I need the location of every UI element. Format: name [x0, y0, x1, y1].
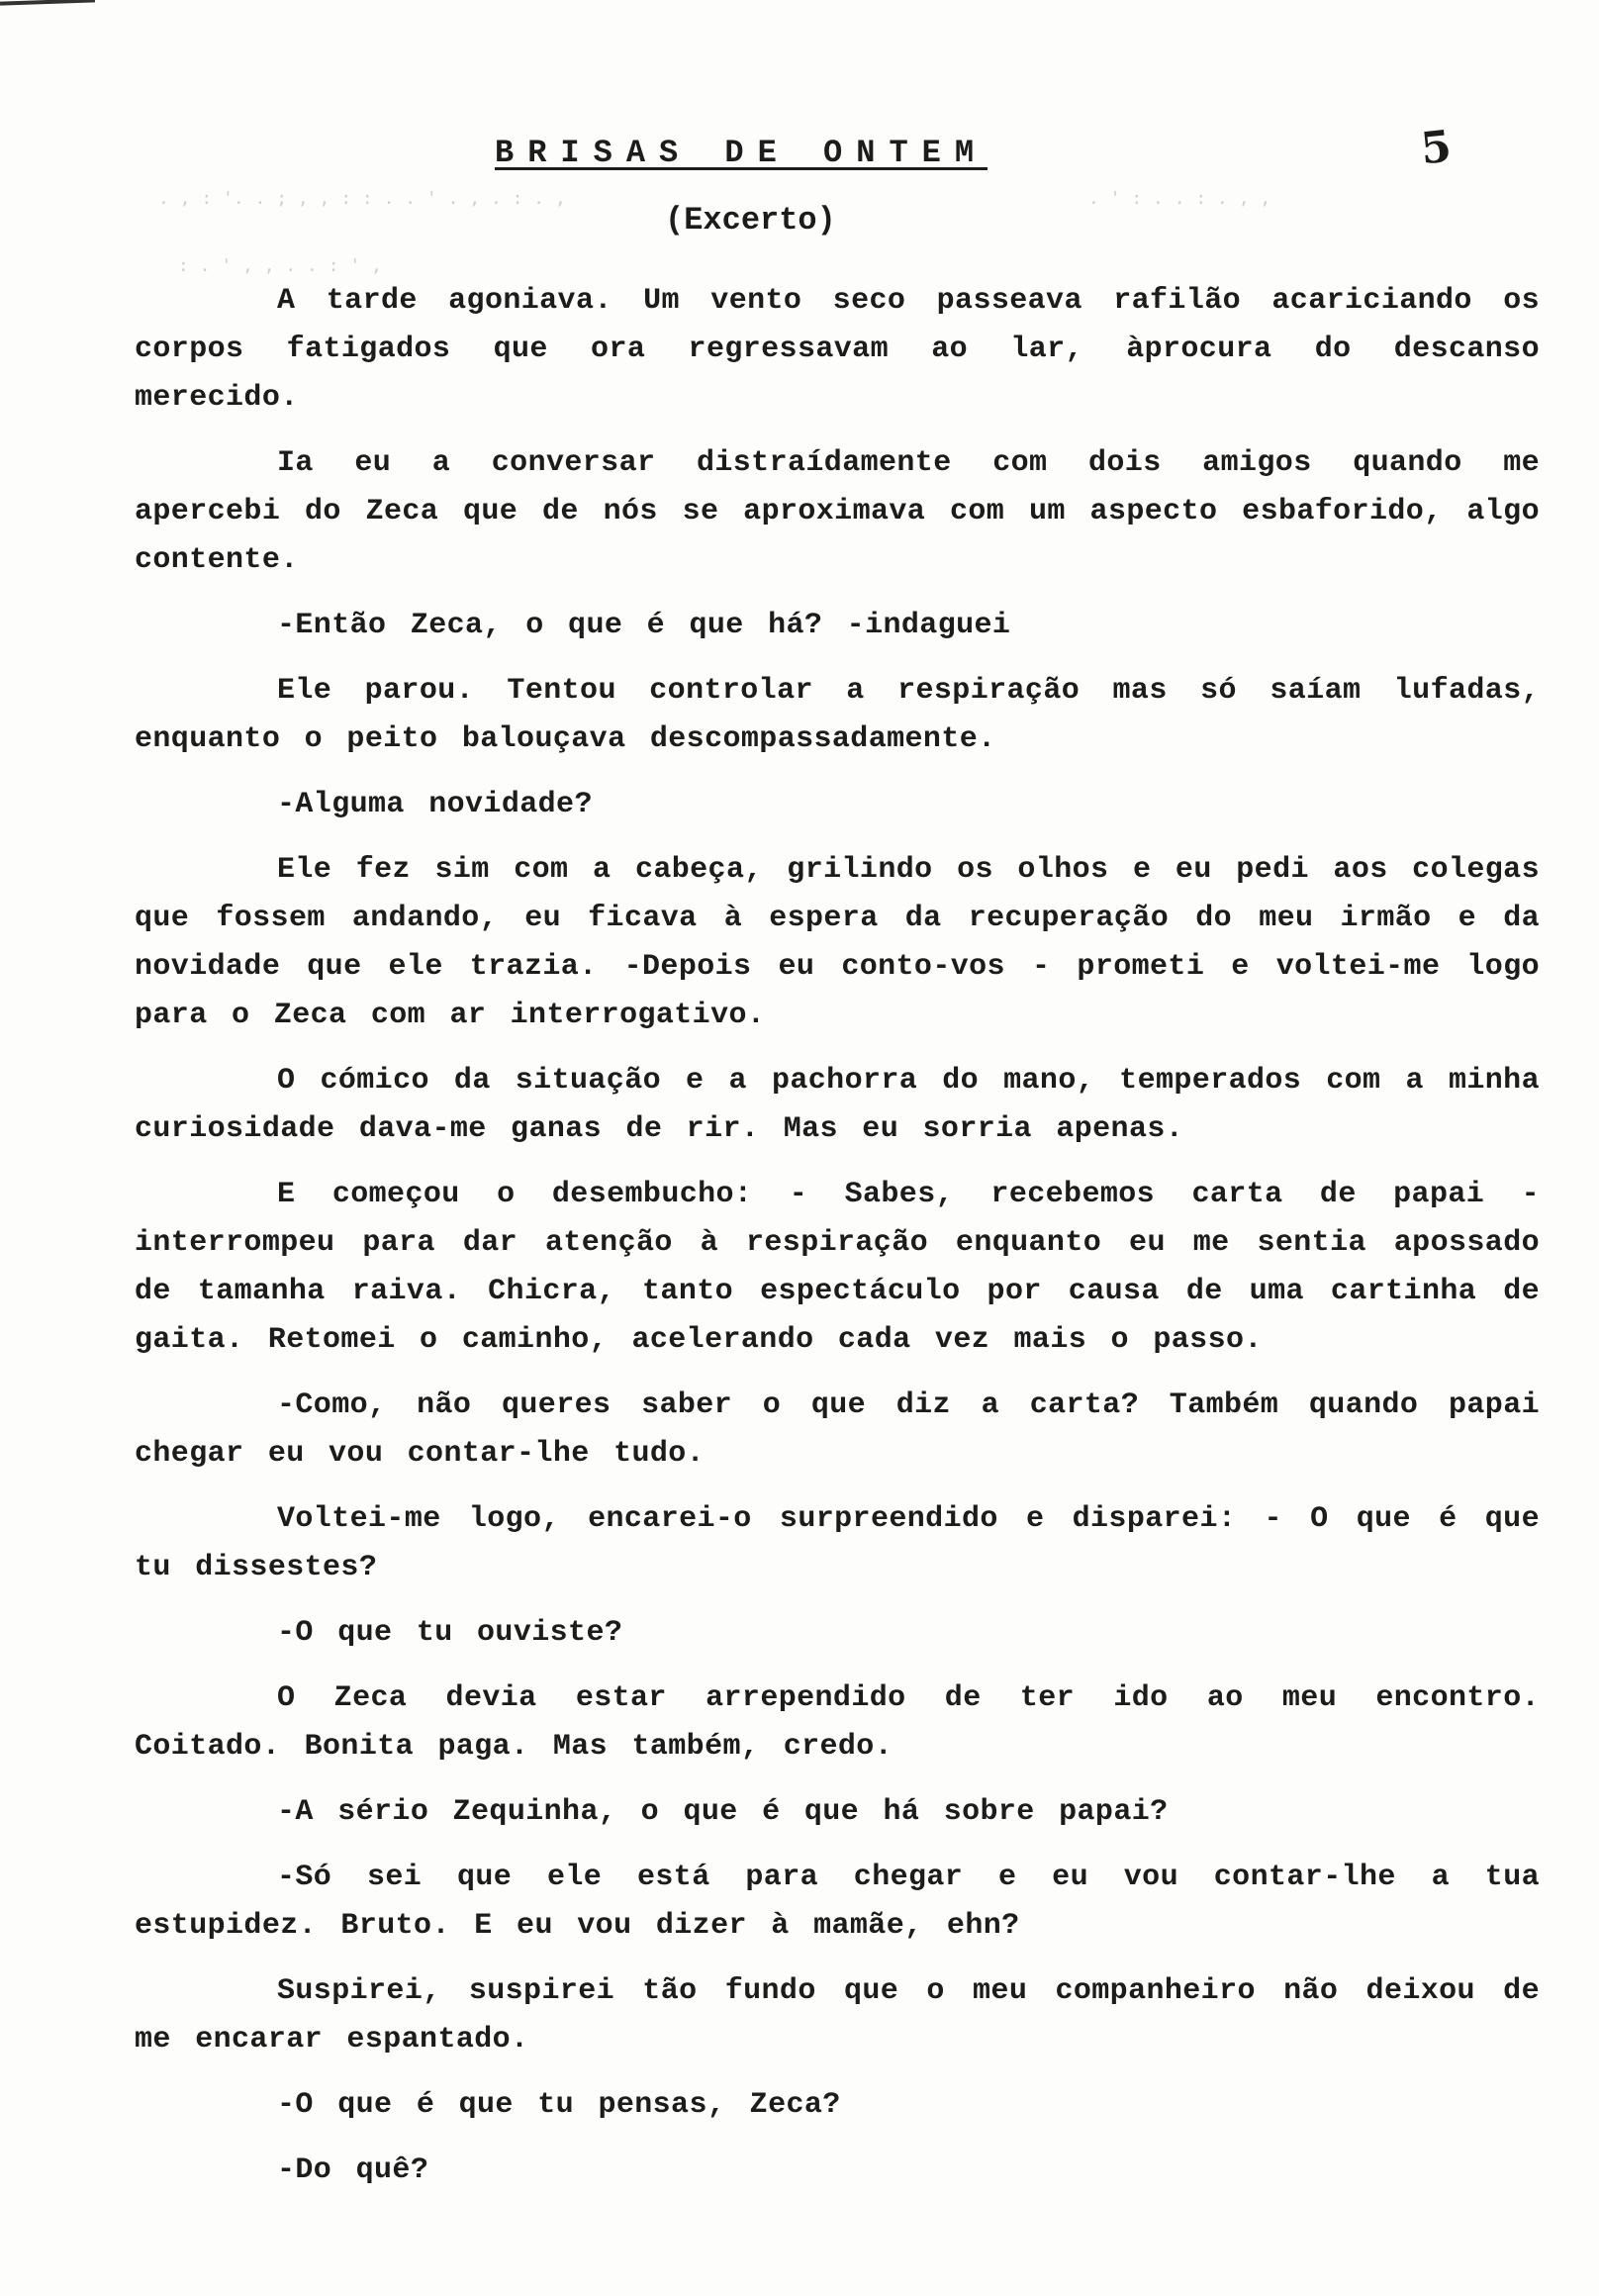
paragraph: -Do quê? [277, 2153, 429, 2187]
document-title: BRISAS DE ONTEM [495, 135, 988, 171]
paragraph: -Como, não queres saber o que diz a carta? Também quando papai chegar eu vou contar-lhe tudo. [135, 1388, 1540, 1471]
paragraph: -O que tu ouviste? [277, 1616, 623, 1650]
paragraph: Ia eu a conversar distraídamente com dois amigos quando me apercebi do Zeca que de nós se aproximava com um aspecto esbaforido, algo contente. [135, 446, 1540, 577]
paragraph: E começou o desembucho: - Sabes, recebemos carta de papai - interrompeu para dar atenção à respiração enquanto eu me sentia apossado de tamanha raiva. Chicra, tanto espectáculo por causa de uma cartinha de gaita. Retomei o caminho, acelerando cada vez mais o passo. [135, 1178, 1540, 1357]
show-through-text: . ' : . . : . , , [1088, 188, 1271, 209]
paragraph: Ele parou. Tentou controlar a respiração mas só saíam lufadas, enquanto o peito balouçava descompassadamente. [135, 674, 1540, 756]
paragraph: A tarde agoniava. Um vento seco passeava rafilão acariciando os corpos fatigados que ora regressavam ao lar, àprocura do descanso merecido. [135, 284, 1540, 415]
paragraph: -Só sei que ele está para chegar e eu vou contar-lhe a tua estupidez. Bruto. E eu vou dizer à mamãe, ehn? [135, 1861, 1540, 1943]
show-through-text: . , : '. . ; , , : : . . ' . , . : . , [158, 188, 566, 209]
paragraph: -Alguma novidade? [277, 788, 593, 821]
document-body [135, 277, 1540, 2212]
show-through-text: : . ' , , . . : ' , [178, 255, 382, 276]
paragraph: Voltei-me logo, encarei-o surpreendido e disparei: - O que é que tu dissestes? [135, 1502, 1540, 1584]
document-subtitle: (Excerto) [665, 202, 836, 239]
paragraph: -O que é que tu pensas, Zeca? [277, 2088, 841, 2122]
page-number: 5 [1418, 121, 1455, 175]
paragraph: O Zeca devia estar arrependido de ter ido ao meu encontro. Coitado. Bonita paga. Mas também, credo. [135, 1681, 1540, 1764]
paragraph: -A sério Zequinha, o que é que há sobre papai? [277, 1795, 1169, 1829]
paragraph: Ele fez sim com a cabeça, grilindo os olhos e eu pedi aos colegas que fossem andando, eu ficava à espera da recuperação do meu irmão e da novidade que ele trazia. -Depois eu conto-vos - prometi e voltei-me logo para o Zeca com ar interrogativo. [135, 853, 1540, 1032]
paragraph: Suspirei, suspirei tão fundo que o meu companheiro não deixou de me encarar espantado. [135, 1974, 1540, 2057]
corner-scan-mark [0, 0, 95, 6]
paragraph: -Então Zeca, o que é que há? -indaguei [277, 609, 1011, 642]
paragraph: O cómico da situação e a pachorra do mano, temperados com a minha curiosidade dava-me ganas de rir. Mas eu sorria apenas. [135, 1064, 1540, 1146]
